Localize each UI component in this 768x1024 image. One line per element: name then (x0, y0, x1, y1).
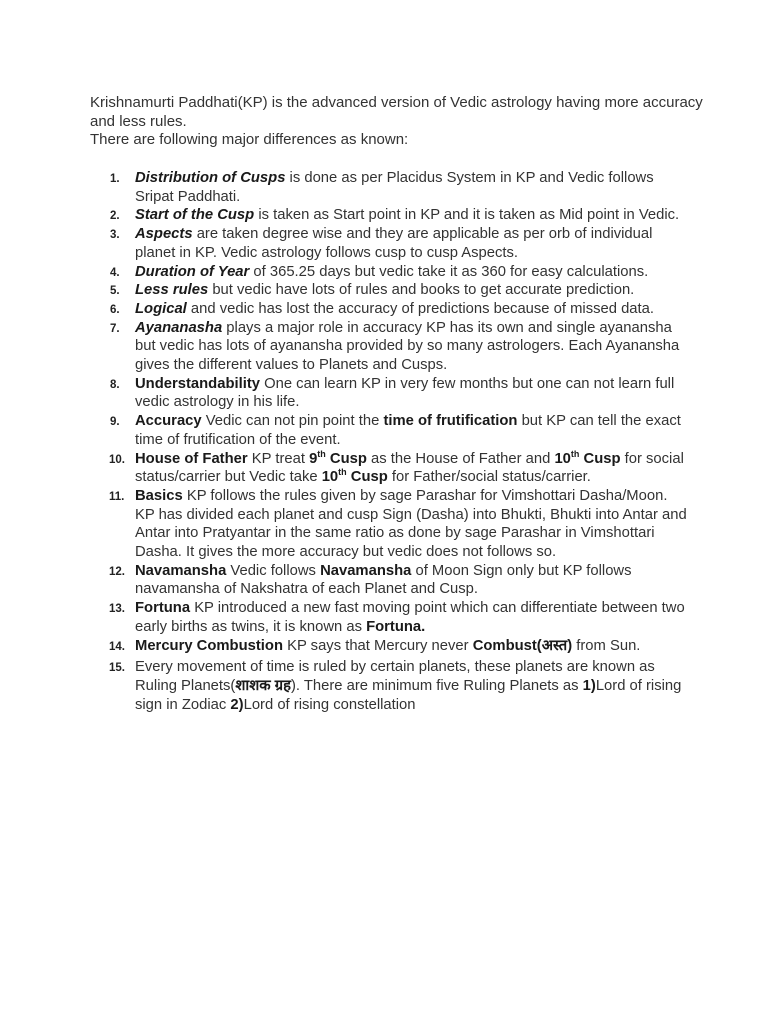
intro-paragraph (90, 94, 710, 150)
intro-line-2: There are following major differences as known: (90, 131, 409, 148)
item-text: plays a major role in accuracy KP has its own and single ayanansha but vedic has lots of ayanansha provided by so many astrologers. Each Ayanansha gives the different values to Planets and Cusps. (135, 319, 680, 374)
item-text: for Father/social status/carrier. (387, 469, 591, 486)
list-item (90, 300, 690, 319)
item-number: 9. (110, 416, 120, 429)
item-term-secondary: Combust(अस्त) (472, 637, 573, 654)
list-item (90, 637, 690, 656)
list-item (90, 658, 690, 714)
item-text: is done as per Placidus System in KP and Vedic follows Sripat Paddhati. (135, 170, 654, 205)
item-term: Start of the Cusp (135, 207, 255, 224)
enumeration-marker: 2) (230, 696, 244, 713)
list-item (90, 599, 690, 636)
item-text: One can learn KP in very few months but one can not learn full vedic astrology in his life. (135, 375, 675, 411)
item-number: 7. (110, 322, 120, 335)
item-term: Accuracy (135, 413, 202, 430)
item-text: and vedic has lost the accuracy of predictions because of missed data. (186, 300, 654, 317)
ordinal-suffix: th (317, 448, 326, 459)
item-number: 11. (109, 490, 125, 503)
list-item (90, 319, 690, 375)
item-number: 8. (110, 378, 120, 391)
differences-list (90, 169, 690, 714)
item-text: KP treat (247, 450, 310, 467)
list-item (90, 562, 690, 599)
item-text: but KP can tell the exact time of frutification of the event. (135, 413, 681, 448)
item-term: Aspects (135, 226, 193, 243)
item-text: KP says that Mercury never (282, 637, 473, 654)
item-term-secondary: time of frutification (383, 413, 518, 430)
item-term: Less rules (135, 282, 209, 299)
item-number: 3. (110, 229, 120, 242)
item-text: ). There are minimum five Ruling Planets as (290, 677, 583, 694)
list-item (90, 412, 690, 449)
item-text: KP follows the rules given by sage Parashar for Vimshottari Dasha/Moon. KP has divided each planet and cusp Sign (Dasha) into Bhukti, Bhukti into Antar and Antar into Pratyantar in the same ratio as done by sage Parashar in Vimshottari Dasha. It gives the more accuracy but vedic does not follows so. (135, 487, 687, 561)
item-term: Navamansha (135, 562, 227, 579)
item-number: 4. (110, 266, 120, 279)
item-term: Duration of Year (135, 263, 250, 280)
item-number: 10. (109, 453, 125, 466)
item-text: KP introduced a new fast moving point which can differentiate between two early births as twins, it is known as (135, 600, 685, 635)
item-term: Basics (135, 487, 183, 504)
item-number: 15. (109, 662, 125, 675)
cusp-word: Cusp (325, 450, 367, 467)
item-text: but vedic have lots of rules and books to get accurate prediction. (208, 282, 635, 299)
item-term: Logical (135, 300, 187, 317)
cusp-number: 10 (321, 469, 339, 486)
item-text: from Sun. (572, 637, 641, 654)
item-text: of 365.25 days but vedic take it as 360 for easy calculations. (249, 263, 649, 280)
list-item (90, 281, 690, 300)
intro-line-1: Krishnamurti Paddhati(KP) is the advanced version of Vedic astrology having more accuracy and less rules. (90, 94, 703, 130)
list-item (90, 487, 690, 562)
item-text: as the House of Father and (366, 450, 555, 467)
item-term: Distribution of Cusps (135, 170, 286, 186)
item-term: Ayananasha (135, 319, 223, 336)
list-item (90, 450, 690, 487)
item-term-secondary: शाशक ग्रह (235, 677, 291, 694)
list-item (90, 375, 690, 412)
item-text: Vedic can not pin point the (201, 413, 384, 430)
item-term: Understandability (135, 375, 260, 392)
item-number: 14. (109, 640, 125, 653)
list-item (90, 225, 690, 262)
item-number: 13. (109, 603, 125, 616)
list-item (90, 206, 690, 225)
cusp-word: Cusp (346, 469, 388, 486)
item-term: Fortuna (135, 600, 191, 617)
cusp-word: Cusp (579, 450, 621, 467)
item-text: Every movement of time is ruled by certain planets, these planets are known as Ruling Planets( (135, 659, 655, 694)
item-number: 5. (110, 285, 120, 298)
item-text: is taken as Start point in KP and it is taken as Mid point in Vedic. (254, 207, 680, 224)
item-text: Lord of rising constellation (243, 696, 416, 713)
item-text: for social status/carrier but Vedic take (135, 450, 684, 486)
cusp-number: 10 (554, 450, 571, 467)
item-text: of Moon Sign only but KP follows navamansha of Nakshatra of each Planet and Cusp. (135, 562, 632, 598)
item-text: Lord of rising sign in Zodiac (135, 677, 682, 713)
list-item (90, 169, 690, 206)
enumeration-marker: 1) (582, 677, 596, 694)
item-term-secondary: Navamansha (320, 562, 412, 579)
item-term: House of Father (135, 450, 248, 467)
item-text: Vedic follows (226, 562, 321, 579)
item-text: are taken degree wise and they are applicable as per orb of individual planet in KP. Vedic astrology follows cusp to cusp Aspects. (135, 226, 653, 261)
list-item (90, 263, 690, 282)
item-number: 1. (110, 173, 120, 185)
item-number: 12. (109, 565, 125, 578)
ordinal-suffix: th (338, 467, 347, 478)
cusp-number: 9 (309, 450, 318, 467)
item-term: Mercury Combustion (135, 637, 283, 654)
item-number: 2. (110, 210, 120, 223)
ordinal-suffix: th (570, 448, 580, 459)
item-term-secondary: Fortuna. (366, 618, 426, 635)
item-number: 6. (110, 303, 120, 316)
